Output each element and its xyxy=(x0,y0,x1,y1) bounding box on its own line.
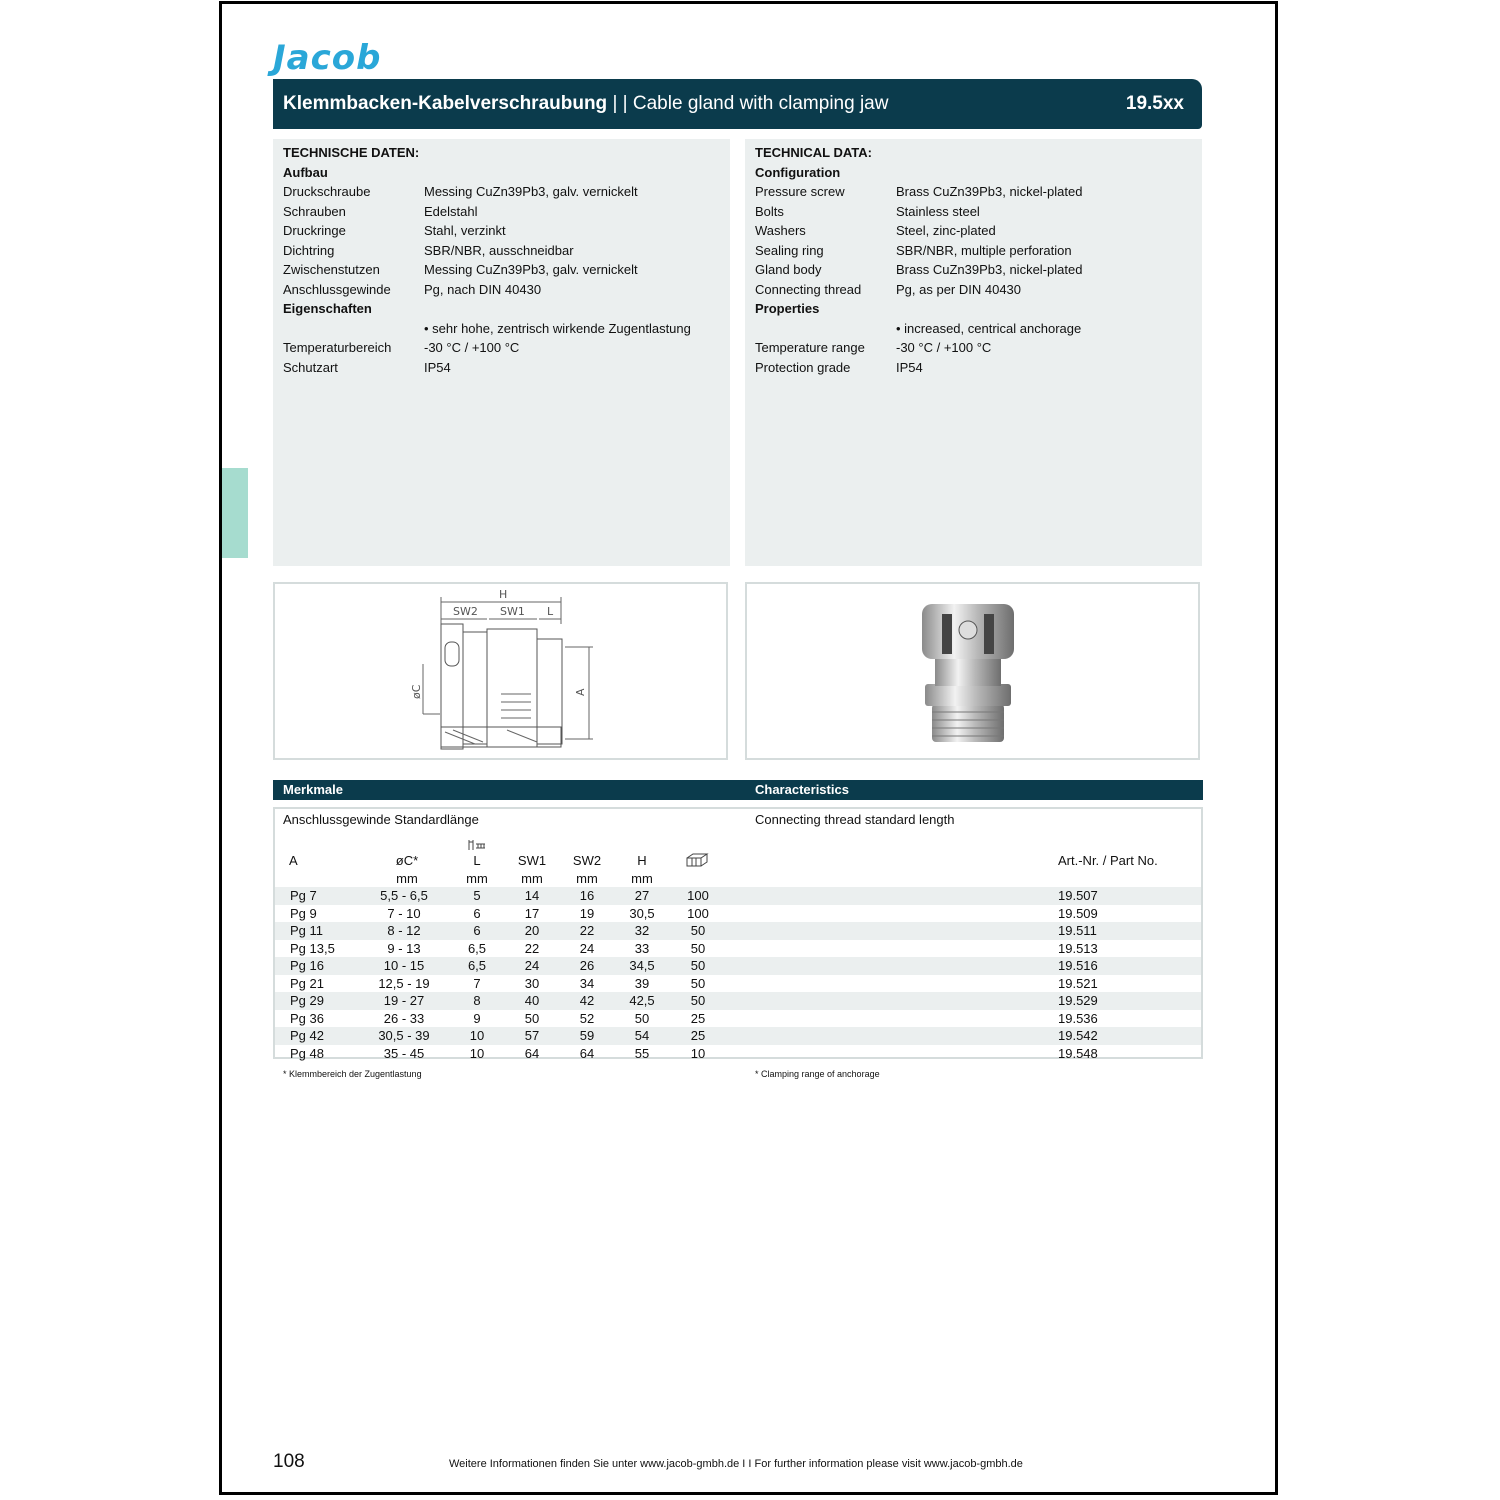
title-separator: | | xyxy=(607,93,633,114)
cable-gland-drawing xyxy=(275,584,726,758)
tech-key xyxy=(755,319,896,339)
cell-l: 8 xyxy=(473,993,481,1008)
tech-row xyxy=(283,143,691,163)
tech-row xyxy=(283,319,691,339)
cell-pk: 100 xyxy=(687,888,709,903)
tech-row xyxy=(755,280,1082,300)
cell-a: Pg 29 xyxy=(290,993,324,1008)
cell-h: 55 xyxy=(634,1045,650,1061)
cell-art: 19.507 xyxy=(1058,888,1098,903)
cell-sw1: 17 xyxy=(524,905,540,921)
tech-row xyxy=(755,143,1082,163)
page-number: 108 xyxy=(273,1451,305,1472)
cell-sw2: 42 xyxy=(579,993,595,1008)
tech-key: Temperature range xyxy=(755,340,865,355)
dim-sw1-label: SW1 xyxy=(500,605,525,618)
tech-row xyxy=(283,163,691,183)
cell-c: 7 - 10 xyxy=(387,905,421,921)
cell-sw2: 64 xyxy=(579,1045,595,1061)
footer-text: Weitere Informationen finden Sie unter www.jacob-gmbh.de I I For further information please visit www.jacob-gmbh.de xyxy=(449,1458,1023,1470)
col-art: Art.-Nr. / Part No. xyxy=(1058,853,1158,868)
tech-row xyxy=(755,358,1082,378)
cell-c: 8 - 12 xyxy=(387,923,421,938)
cell-a: Pg 36 xyxy=(290,1010,324,1026)
cell-c: 26 - 33 xyxy=(383,1010,425,1026)
table-row xyxy=(275,922,1201,940)
product-code: 19.5xx xyxy=(1125,93,1184,114)
cell-pk: 10 xyxy=(690,1045,706,1061)
tech-row xyxy=(283,338,691,358)
tech-value: • sehr hohe, zentrisch wirkende Zugentlastung xyxy=(424,320,691,336)
cell-art: 19.542 xyxy=(1058,1028,1098,1043)
cell-l: 6,5 xyxy=(467,958,487,973)
cell-pk: 25 xyxy=(690,1010,706,1026)
tech-key: Aufbau xyxy=(283,164,328,180)
cell-sw1: 14 xyxy=(524,888,540,903)
table-row xyxy=(275,957,1201,975)
unit-l: mm xyxy=(466,871,488,886)
tech-value: Messing CuZn39Pb3, galv. vernickelt xyxy=(424,184,638,199)
cell-c: 9 - 13 xyxy=(387,940,421,956)
cell-l: 6 xyxy=(473,905,481,921)
tech-value: -30 °C / +100 °C xyxy=(424,340,520,355)
cell-art: 19.511 xyxy=(1058,923,1097,938)
cell-sw1: 30 xyxy=(524,975,540,991)
tech-key: Zwischenstutzen xyxy=(283,262,380,277)
tech-row xyxy=(283,182,691,202)
table-row xyxy=(275,1045,1201,1063)
cell-h: 32 xyxy=(634,923,650,938)
tech-value: Brass CuZn39Pb3, nickel-plated xyxy=(896,184,1083,199)
cell-sw1: 20 xyxy=(524,923,540,938)
characteristics-de: Merkmale xyxy=(283,782,343,797)
tech-value: Pg, nach DIN 40430 xyxy=(424,281,542,297)
cell-pk: 100 xyxy=(687,905,709,921)
cell-a: Pg 48 xyxy=(290,1045,324,1061)
cell-sw1: 40 xyxy=(524,993,540,1008)
dim-l-label: L xyxy=(547,605,554,618)
title-text xyxy=(283,93,888,115)
tech-row xyxy=(755,338,1082,358)
col-sw2: SW2 xyxy=(572,853,602,868)
cell-c: 12,5 - 19 xyxy=(378,975,430,991)
cell-sw2: 24 xyxy=(579,940,595,956)
tech-key: Schrauben xyxy=(283,203,346,219)
tech-row xyxy=(283,280,691,300)
cell-sw2: 22 xyxy=(579,923,595,938)
cell-c: 5,5 - 6,5 xyxy=(380,888,428,903)
table-row xyxy=(275,1010,1201,1028)
table-row xyxy=(275,905,1201,923)
tech-value: Pg, as per DIN 40430 xyxy=(896,281,1022,297)
cell-h: 50 xyxy=(634,1010,650,1026)
dim-c-label: øC xyxy=(410,684,423,699)
product-photo xyxy=(747,584,1198,758)
table-row xyxy=(275,940,1201,958)
technical-data-de xyxy=(273,139,730,566)
cell-sw1: 57 xyxy=(524,1028,540,1043)
cell-pk: 50 xyxy=(690,923,706,938)
cell-c: 19 - 27 xyxy=(383,993,425,1008)
cell-pk: 50 xyxy=(690,958,706,973)
cell-pk: 25 xyxy=(690,1028,706,1043)
tech-row xyxy=(755,163,1082,183)
cell-art: 19.548 xyxy=(1058,1045,1098,1061)
cell-l: 6 xyxy=(473,923,481,938)
cell-l: 10 xyxy=(469,1028,485,1043)
tech-key: Protection grade xyxy=(755,359,851,375)
tech-key: Druckschraube xyxy=(283,184,371,199)
tech-key: Connecting thread xyxy=(755,281,862,297)
col-a: A xyxy=(289,853,298,868)
cell-h: 27 xyxy=(634,888,650,903)
tech-key: Washers xyxy=(755,223,806,238)
product-photo-box xyxy=(745,582,1200,760)
tech-value: Edelstahl xyxy=(424,203,478,219)
cell-a: Pg 13,5 xyxy=(290,940,335,956)
tech-row xyxy=(755,221,1082,241)
footnote-de: * Klemmbereich der Zugentlastung xyxy=(283,1069,422,1079)
col-sw1: SW1 xyxy=(517,853,547,868)
cell-pk: 50 xyxy=(690,993,706,1008)
tech-value: Stahl, verzinkt xyxy=(424,223,506,238)
tech-row xyxy=(755,260,1082,280)
cell-sw1: 50 xyxy=(524,1010,540,1026)
title-de: Klemmbacken-Kabelverschraubung xyxy=(283,93,608,114)
tech-row xyxy=(283,202,691,222)
dim-a-label: A xyxy=(574,688,587,696)
unit-c: mm xyxy=(396,871,418,886)
cell-sw2: 16 xyxy=(579,888,595,903)
col-h: H xyxy=(637,853,647,868)
tech-key: Anschlussgewinde xyxy=(283,281,391,297)
tech-value: Steel, zinc-plated xyxy=(896,223,996,238)
tech-row xyxy=(755,299,1082,319)
cell-l: 5 xyxy=(473,888,481,903)
tech-value: SBR/NBR, ausschneidbar xyxy=(424,242,574,258)
cell-sw1: 24 xyxy=(524,958,540,973)
cell-h: 33 xyxy=(634,940,650,956)
cell-a: Pg 21 xyxy=(290,975,324,991)
tech-row xyxy=(283,260,691,280)
length-icon xyxy=(467,838,487,852)
tech-key: Eigenschaften xyxy=(283,301,372,316)
tech-key: Pressure screw xyxy=(755,184,845,199)
table-row xyxy=(275,992,1201,1010)
cell-sw2: 34 xyxy=(579,975,595,991)
tech-value: -30 °C / +100 °C xyxy=(896,340,992,355)
cell-art: 19.521 xyxy=(1058,975,1098,991)
tech-value: IP54 xyxy=(896,359,923,375)
cell-sw2: 19 xyxy=(579,905,595,921)
dim-h-label: H xyxy=(499,588,508,601)
cell-c: 35 - 45 xyxy=(383,1045,425,1061)
tech-key: Sealing ring xyxy=(755,242,824,258)
footnote-en: * Clamping range of anchorage xyxy=(755,1069,880,1079)
cell-c: 10 - 15 xyxy=(383,958,425,973)
tech-value: Messing CuZn39Pb3, galv. vernickelt xyxy=(424,262,638,277)
cell-l: 9 xyxy=(473,1010,481,1026)
cell-l: 6,5 xyxy=(467,940,487,956)
tech-row xyxy=(283,241,691,261)
tech-row xyxy=(283,221,691,241)
cell-l: 10 xyxy=(469,1045,485,1061)
cell-a: Pg 9 xyxy=(290,905,317,921)
tech-key: Gland body xyxy=(755,262,822,277)
tech-key: Dichtring xyxy=(283,242,335,258)
cell-h: 30,5 xyxy=(629,905,655,921)
dim-sw2-label: SW2 xyxy=(453,605,478,618)
cell-sw2: 26 xyxy=(579,958,595,973)
unit-sw2: mm xyxy=(576,871,598,886)
cell-art: 19.516 xyxy=(1058,958,1098,973)
table-row xyxy=(275,975,1201,993)
tech-key: TECHNISCHE DATEN: xyxy=(283,145,420,160)
table-row xyxy=(275,1027,1201,1045)
characteristics-en: Characteristics xyxy=(755,782,849,797)
cell-h: 34,5 xyxy=(629,958,655,973)
tech-key: Schutzart xyxy=(283,359,338,375)
col-c: øC* xyxy=(395,853,419,868)
tech-value: SBR/NBR, multiple perforation xyxy=(896,242,1072,258)
tech-row xyxy=(755,202,1082,222)
table-row xyxy=(275,887,1201,905)
tech-value: Brass CuZn39Pb3, nickel-plated xyxy=(896,262,1083,277)
cell-art: 19.509 xyxy=(1058,905,1098,921)
tech-key: Properties xyxy=(755,301,820,316)
tech-key: Druckringe xyxy=(283,223,346,238)
package-icon xyxy=(685,852,711,868)
cell-h: 42,5 xyxy=(629,993,655,1008)
technical-drawing-box xyxy=(273,582,728,760)
tech-key xyxy=(283,319,424,339)
tech-list-de xyxy=(283,143,691,377)
technical-data-en xyxy=(745,139,1202,566)
unit-sw1: mm xyxy=(521,871,543,886)
jacob-logo: Jacob xyxy=(273,38,382,78)
tech-list-en xyxy=(755,143,1082,377)
cell-sw1: 64 xyxy=(524,1045,540,1061)
cell-h: 54 xyxy=(634,1028,650,1043)
tech-value: Stainless steel xyxy=(896,203,980,219)
cell-a: Pg 11 xyxy=(290,923,324,938)
tech-key: Bolts xyxy=(755,203,784,219)
tech-value: • increased, centrical anchorage xyxy=(896,320,1082,336)
cell-a: Pg 42 xyxy=(290,1028,324,1043)
unit-h: mm xyxy=(631,871,653,886)
tech-row xyxy=(755,241,1082,261)
section-tab xyxy=(222,468,248,558)
title-en: Cable gland with clamping jaw xyxy=(632,93,889,114)
tech-key: TECHNICAL DATA: xyxy=(755,145,872,160)
tech-key: Configuration xyxy=(755,164,841,180)
tech-row xyxy=(755,319,1082,339)
cell-c: 30,5 - 39 xyxy=(378,1028,430,1043)
cell-art: 19.529 xyxy=(1058,993,1098,1008)
cell-sw2: 59 xyxy=(579,1028,595,1043)
cell-a: Pg 16 xyxy=(290,958,324,973)
title-bar xyxy=(273,79,1202,129)
tech-row xyxy=(283,358,691,378)
subtitle-de: Anschlussgewinde Standardlänge xyxy=(283,812,479,827)
subtitle-en: Connecting thread standard length xyxy=(755,812,955,827)
tech-row xyxy=(755,182,1082,202)
cell-sw2: 52 xyxy=(579,1010,595,1026)
tech-value: IP54 xyxy=(424,359,451,375)
tech-row xyxy=(283,299,691,319)
cell-pk: 50 xyxy=(690,940,706,956)
cell-a: Pg 7 xyxy=(290,888,317,903)
cell-sw1: 22 xyxy=(524,940,540,956)
cell-art: 19.513 xyxy=(1058,940,1098,956)
tech-key: Temperaturbereich xyxy=(283,340,392,355)
cell-h: 39 xyxy=(634,975,650,991)
cell-art: 19.536 xyxy=(1058,1010,1098,1026)
cell-l: 7 xyxy=(473,975,481,991)
col-l: L xyxy=(473,853,481,868)
cell-pk: 50 xyxy=(690,975,706,991)
characteristics-bar xyxy=(273,780,1203,800)
